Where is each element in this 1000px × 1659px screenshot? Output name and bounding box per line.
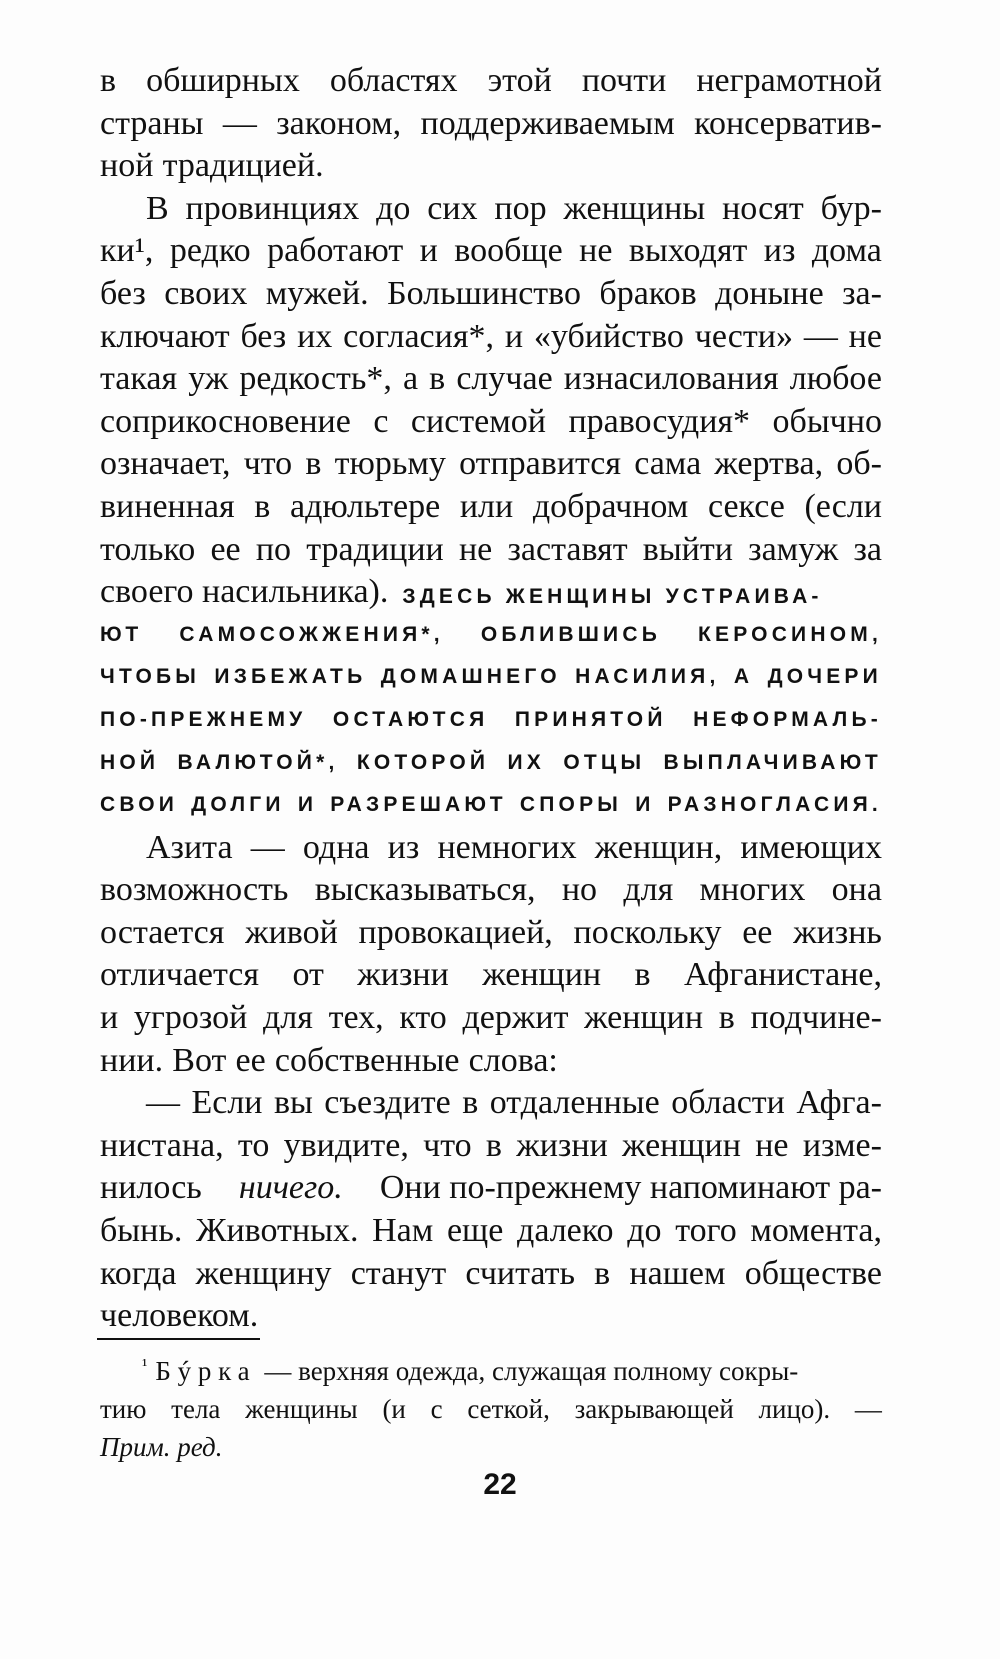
word: законом, <box>276 104 402 142</box>
word: — <box>146 1084 180 1122</box>
text-line <box>100 912 882 955</box>
footnote-text: — верхняя одежда, служащая полному сокры- <box>264 1356 799 1386</box>
word: угрозой <box>133 999 248 1037</box>
text-line <box>100 1253 882 1296</box>
emphasis-segment: ЗДЕСЬ ЖЕНЩИНЫ УСТРАИВА- <box>402 585 823 609</box>
word: правосудия* <box>568 402 751 440</box>
word: тюрьму <box>334 445 446 483</box>
word: И <box>635 793 655 817</box>
word: жертва, <box>714 445 824 483</box>
word: в <box>429 360 446 398</box>
text-line-mixed <box>100 571 882 614</box>
text-line <box>100 443 882 486</box>
text-line <box>100 954 882 997</box>
word: уж <box>188 360 229 398</box>
word: того <box>675 1212 737 1250</box>
word: (и <box>382 1394 406 1424</box>
word: нашем <box>629 1254 726 1292</box>
word: изнасилования <box>563 360 779 398</box>
word: страны <box>100 104 204 142</box>
word: сама <box>634 445 702 483</box>
word: и <box>504 317 524 355</box>
word: такая <box>100 360 178 398</box>
word: ВАЛЮТОЙ*, <box>177 750 339 774</box>
word: станут <box>350 1254 447 1292</box>
word: А <box>733 665 754 689</box>
word: в <box>718 999 735 1037</box>
word: области <box>671 1084 785 1122</box>
word: обществе <box>744 1254 882 1292</box>
word: ПО-ПРЕЖНЕМУ <box>100 707 307 731</box>
word: одна <box>302 828 370 866</box>
word: что <box>423 1126 472 1164</box>
word: что <box>243 445 293 483</box>
text-line <box>100 273 882 316</box>
page-number: 22 <box>483 1468 517 1501</box>
word: момента, <box>750 1212 882 1250</box>
word: согласия*, <box>343 317 494 355</box>
word: сексе <box>707 487 785 525</box>
word: РАЗНОГЛАСИЯ. <box>667 793 882 817</box>
word: собственные <box>274 1041 460 1079</box>
word: съездите <box>324 1084 451 1122</box>
text-line <box>100 869 882 912</box>
word: своих <box>164 274 248 312</box>
word: выйти <box>642 530 733 568</box>
word: держит <box>462 999 569 1037</box>
text-line <box>100 997 882 1040</box>
text-line <box>100 145 882 188</box>
word: живой <box>245 913 338 951</box>
text-line <box>100 529 882 572</box>
word: не <box>458 530 493 568</box>
text-line <box>100 188 882 231</box>
word: вы <box>273 1084 313 1122</box>
word: КЕРОСИНОМ, <box>698 622 882 646</box>
word: женщины <box>245 1394 358 1424</box>
word: то <box>237 1126 270 1164</box>
word: для <box>262 999 313 1037</box>
word: далеко <box>517 1212 614 1250</box>
word: неграмотной <box>696 62 882 99</box>
word: и <box>100 999 119 1037</box>
word: Большинство <box>387 274 581 312</box>
word: РАЗРЕШАЮТ <box>330 793 507 817</box>
text-line <box>100 230 882 273</box>
word: виненная <box>100 487 235 525</box>
word: от <box>292 956 324 994</box>
footnote-term: Бýрка <box>155 1356 257 1386</box>
word: означает, <box>100 445 231 483</box>
text-line <box>100 1082 882 1125</box>
word: — <box>222 104 257 142</box>
word: с <box>430 1394 443 1424</box>
word: ДОЛГИ <box>191 793 285 817</box>
word: без <box>100 274 146 312</box>
word: замуж <box>748 530 839 568</box>
word: СПОРЫ <box>519 793 623 817</box>
word: доныне <box>715 274 824 312</box>
word: редкость*, <box>239 360 392 398</box>
footnote-line <box>100 1390 882 1428</box>
word: из <box>387 828 420 866</box>
word: а <box>402 360 419 398</box>
word: чести» <box>694 317 793 355</box>
word: только <box>100 530 196 568</box>
body-text <box>100 60 882 1338</box>
word: НАСИЛИЯ, <box>575 665 720 689</box>
word: — <box>854 1394 882 1424</box>
word: системой <box>410 402 546 440</box>
word: за- <box>842 274 882 312</box>
word: заставят <box>507 530 628 568</box>
word: ВЫПЛАЧИВАЮТ <box>663 750 882 774</box>
word: «убийство <box>533 317 684 355</box>
word: ки¹, <box>100 232 154 270</box>
word: но <box>561 871 598 909</box>
word: их <box>297 317 333 355</box>
word: добрачном <box>532 487 689 525</box>
word: тела <box>171 1394 221 1424</box>
word: выходят <box>628 232 748 270</box>
word: она <box>831 871 882 909</box>
word: высказываться, <box>314 871 536 909</box>
word: бынь. <box>100 1212 183 1250</box>
word: пор <box>494 189 547 227</box>
word: ОТЦЫ <box>563 750 646 774</box>
word: в <box>100 62 117 99</box>
word: для <box>623 871 674 909</box>
emphasis-line <box>100 614 882 657</box>
footnote <box>100 1352 882 1466</box>
word: в <box>634 956 651 994</box>
word: ОСТАЮТСЯ <box>332 707 489 731</box>
emphasis-line <box>100 699 882 742</box>
text-line <box>100 316 882 359</box>
word: САМОСОЖЖЕНИЯ*, <box>179 622 444 646</box>
word: в <box>485 1126 502 1164</box>
text-line <box>100 827 882 870</box>
word: Нам <box>372 1212 434 1250</box>
word: сеткой, <box>467 1394 550 1424</box>
word: имеющих <box>740 828 882 866</box>
footnote-line <box>100 1352 882 1390</box>
word: ее <box>210 530 241 568</box>
word: в <box>462 1084 479 1122</box>
emphasis-line <box>100 784 882 827</box>
word: жизнь <box>793 913 882 951</box>
word: не <box>579 232 613 270</box>
word: подчине- <box>750 999 882 1037</box>
text-line <box>100 401 882 444</box>
word: женщины <box>563 189 706 227</box>
word: когда <box>100 1254 177 1292</box>
word: отдаленные <box>489 1084 660 1122</box>
word: ее <box>235 1041 266 1079</box>
word: Вот <box>172 1041 227 1079</box>
word: сих <box>427 189 478 227</box>
word: случае <box>456 360 553 398</box>
word: отправится <box>459 445 622 483</box>
text-line-mixed <box>100 1167 882 1210</box>
text-segment: своего насильника). <box>100 573 389 611</box>
word: с <box>373 402 389 440</box>
word: Если <box>191 1084 263 1122</box>
word: консерватив- <box>694 104 882 142</box>
word: и <box>419 232 438 270</box>
text-line <box>100 60 882 103</box>
word: в <box>594 1254 611 1292</box>
word: браков <box>599 274 697 312</box>
word: из <box>763 232 796 270</box>
word: лицо). <box>758 1394 831 1424</box>
word: ОБЛИВШИСЬ <box>480 622 661 646</box>
word: ЧТОБЫ <box>100 665 201 689</box>
word: обширных <box>146 62 300 99</box>
word: жизни <box>357 956 449 994</box>
text-line <box>100 1040 882 1083</box>
word: — <box>250 828 285 866</box>
word: ИХ <box>507 750 546 774</box>
word: дома <box>811 232 882 270</box>
word: или <box>459 487 514 525</box>
text-line <box>100 1125 882 1168</box>
word: нии. <box>100 1041 164 1079</box>
word: поскольку <box>573 913 722 951</box>
word: — <box>803 317 838 355</box>
editor-note: Прим. ред. <box>100 1432 223 1462</box>
word: адюльтере <box>290 487 441 525</box>
word: И <box>297 793 318 817</box>
word: традиции <box>306 530 444 568</box>
text-line <box>100 1295 882 1338</box>
word: до <box>627 1212 662 1250</box>
word: этой <box>487 62 552 99</box>
word: поддерживаемым <box>420 104 675 142</box>
word: многих <box>699 871 806 909</box>
word: женщин, <box>594 828 723 866</box>
footnote-marker: ¹ <box>142 1355 148 1375</box>
word: работают <box>267 232 404 270</box>
text-segment: Они по-прежнему напоминают ра- <box>379 1169 882 1207</box>
word: КОТОРОЙ <box>356 750 490 774</box>
footnote-divider <box>97 1338 260 1340</box>
emphasis-line <box>100 656 882 699</box>
word: НОЙ <box>100 750 160 774</box>
word: по <box>255 530 292 568</box>
word: женщин <box>622 1126 741 1164</box>
word: традицией. <box>162 147 324 185</box>
word: еще <box>446 1212 504 1250</box>
word: кто <box>399 999 447 1037</box>
word: ДОМАШНЕГО <box>380 665 561 689</box>
italic-word: ничего. <box>238 1169 343 1207</box>
word: СВОИ <box>100 793 179 817</box>
word: (если <box>804 487 882 525</box>
word: ЮТ <box>100 622 143 646</box>
word: отличается <box>100 956 260 994</box>
word: тию <box>100 1394 147 1424</box>
word: Животных. <box>196 1212 359 1250</box>
word: НЕФОРМАЛЬ- <box>693 707 882 731</box>
word: женщин <box>584 999 704 1037</box>
word: бур- <box>820 189 882 227</box>
text-line <box>100 103 882 146</box>
word: закрывающей <box>574 1394 734 1424</box>
word: не <box>848 317 882 355</box>
word: за <box>853 530 882 568</box>
word: женщину <box>195 1254 332 1292</box>
word: ИЗБЕЖАТЬ <box>214 665 367 689</box>
text-segment: нилось <box>100 1169 202 1207</box>
word: возможность <box>100 871 289 909</box>
text-line <box>100 486 882 529</box>
word: женщин <box>482 956 602 994</box>
word: В <box>146 189 169 227</box>
word: слова: <box>468 1041 558 1079</box>
word: мужей. <box>265 274 369 312</box>
footnote-line <box>100 1428 882 1466</box>
word: остается <box>100 913 225 951</box>
word: ее <box>742 913 773 951</box>
word: нистана, <box>100 1126 224 1164</box>
word: Афганистане, <box>684 956 882 994</box>
word: до <box>376 189 411 227</box>
word: ной <box>100 147 154 185</box>
word: вообще <box>454 232 563 270</box>
word: любое <box>789 360 882 398</box>
word: человеком. <box>100 1297 259 1335</box>
word: носят <box>722 189 804 227</box>
word: почти <box>581 62 667 99</box>
word: об- <box>836 445 882 483</box>
word: провокацией, <box>358 913 553 951</box>
word: Азита <box>146 828 233 866</box>
word: увидите, <box>283 1126 409 1164</box>
text-line <box>100 358 882 401</box>
word: Афга- <box>796 1084 882 1122</box>
word: немногих <box>437 828 577 866</box>
word: обычно <box>772 402 882 440</box>
word: соприкосновение <box>100 402 351 440</box>
word: без <box>240 317 287 355</box>
word: областях <box>329 62 458 99</box>
word: изме- <box>802 1126 882 1164</box>
word: ДОЧЕРИ <box>767 665 882 689</box>
word: в <box>254 487 271 525</box>
word: жизни <box>516 1126 608 1164</box>
word: в <box>305 445 322 483</box>
word: тех, <box>328 999 384 1037</box>
word: считать <box>465 1254 575 1292</box>
word: ключают <box>100 317 230 355</box>
word: не <box>755 1126 789 1164</box>
text-line <box>100 1210 882 1253</box>
word: ПРИНЯТОЙ <box>514 707 667 731</box>
word: редко <box>169 232 251 270</box>
emphasis-line <box>100 742 882 785</box>
word: провинциях <box>185 189 360 227</box>
